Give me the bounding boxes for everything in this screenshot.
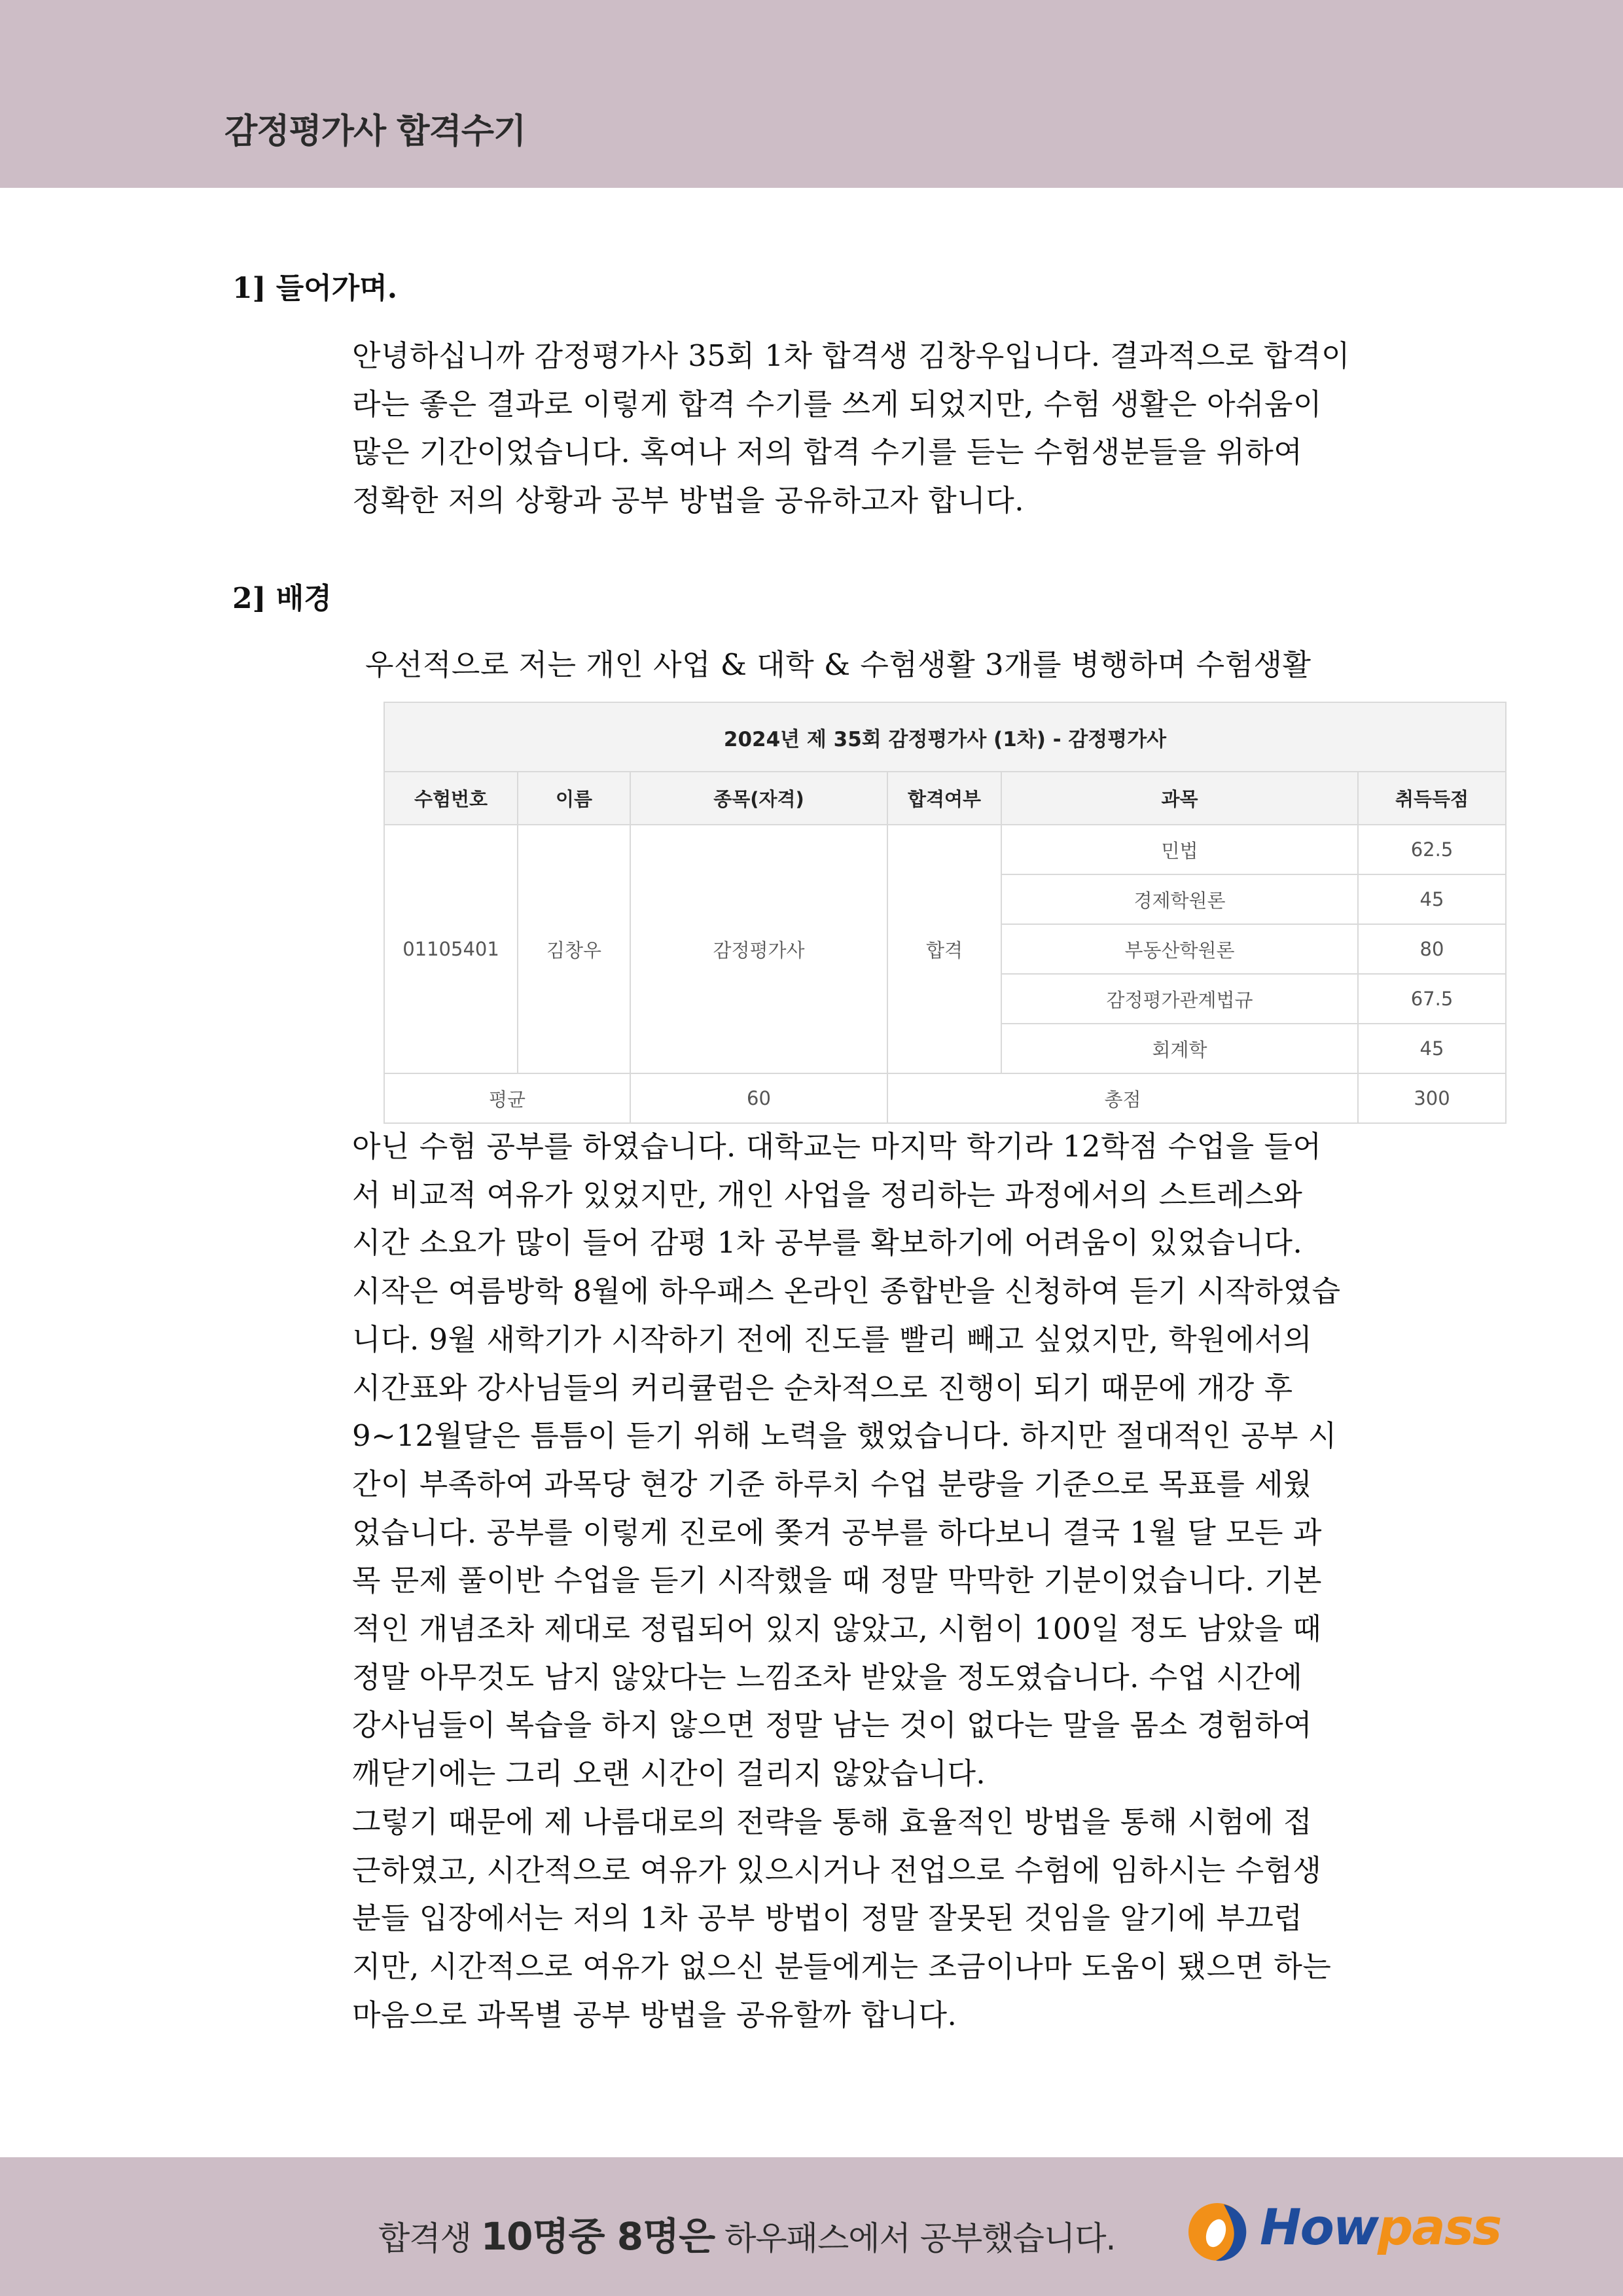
subject-cell: 부동산학원론 <box>1001 924 1358 974</box>
section-2-heading: 2] 배경 <box>232 582 332 615</box>
footer-slogan <box>378 2206 1115 2261</box>
paragraph-line: 아닌 수험 공부를 하였습니다. 대학교는 마지막 학기라 12학점 수업을 들어 <box>352 1129 1322 1164</box>
qualification-cell: 감정평가사 <box>630 825 887 1073</box>
page-title: 감정평가사 합격수기 <box>224 112 526 151</box>
paragraph-line: 정말 아무것도 남지 않았다는 느낌조차 받았을 정도였습니다. 수업 시간에 <box>352 1659 1303 1695</box>
paragraph-line: 지만, 시간적으로 여유가 없으신 분들에게는 조금이나마 도움이 됐으면 하는 <box>352 1948 1332 1984</box>
column-header: 취득득점 <box>1358 772 1506 825</box>
score-cell: 45 <box>1358 1024 1506 1073</box>
total-value-cell: 300 <box>1358 1073 1506 1123</box>
pass-status-cell: 합격 <box>887 825 1001 1073</box>
column-header: 과목 <box>1001 772 1358 825</box>
paragraph-line: 안녕하십니까 감정평가사 35회 1차 합격생 김창우입니다. 결과적으로 합격이 <box>352 338 1350 373</box>
header-band <box>0 0 1623 188</box>
howpass-logo-icon <box>1183 2199 1255 2265</box>
paragraph-line: 근하였고, 시간적으로 여유가 있으시거나 전업으로 수험에 임하시는 수험생 <box>352 1852 1322 1888</box>
paragraph-line: 정확한 저의 상황과 공부 방법을 공유하고자 합니다. <box>352 483 1025 518</box>
paragraph-line: 많은 기간이었습니다. 혹여나 저의 합격 수기를 듣는 수험생분들을 위하여 <box>352 435 1303 470</box>
exam-result-table <box>383 702 1505 1117</box>
column-header: 합격여부 <box>887 772 1001 825</box>
footer-slogan-emphasis: 10명중 8명은 <box>480 2214 715 2259</box>
paragraph-line: 시간표와 강사님들의 커리큘럼은 순차적으로 진행이 되기 때문에 개강 후 <box>352 1370 1293 1405</box>
table-caption: 2024년 제 35회 감정평가사 (1차) - 감정평가사 <box>384 702 1506 772</box>
score-cell: 67.5 <box>1358 974 1506 1024</box>
subject-cell: 민법 <box>1001 825 1358 874</box>
section-1-paragraph <box>352 332 1399 525</box>
exam-number-cell: 01105401 <box>384 825 518 1073</box>
column-header: 종목(자격) <box>630 772 887 825</box>
name-cell: 김창우 <box>518 825 630 1073</box>
column-header: 수험번호 <box>384 772 518 825</box>
score-cell: 45 <box>1358 874 1506 924</box>
paragraph-line: 9~12월달은 틈틈이 듣기 위해 노력을 했었습니다. 하지만 절대적인 공부 시 <box>352 1418 1337 1454</box>
paragraph-line: 마음으로 과목별 공부 방법을 공유할까 합니다. <box>352 1997 957 2032</box>
footer-slogan-part: 합격생 <box>378 2219 481 2257</box>
column-header: 이름 <box>518 772 630 825</box>
footer-slogan-part: 하우패스에서 공부했습니다. <box>715 2219 1116 2257</box>
paragraph-line: 분들 입장에서는 저의 1차 공부 방법이 정말 잘못된 것임을 알기에 부끄럽 <box>352 1901 1303 1936</box>
score-cell: 62.5 <box>1358 825 1506 874</box>
average-value-cell: 60 <box>630 1073 887 1123</box>
section-2-paragraph <box>352 1122 1399 2039</box>
total-label-cell: 총점 <box>887 1073 1358 1123</box>
paragraph-line: 시작은 여름방학 8월에 하우패스 온라인 종합반을 신청하여 듣기 시작하였습 <box>352 1274 1341 1309</box>
subject-cell: 감정평가관계법규 <box>1001 974 1358 1024</box>
paragraph-line: 목 문제 풀이반 수업을 듣기 시작했을 때 정말 막막한 기분이었습니다. 기본 <box>352 1563 1322 1598</box>
logo-pass: pass <box>1378 2198 1501 2256</box>
paragraph-line: 시간 소요가 많이 들어 감평 1차 공부를 확보하기에 어려움이 있었습니다. <box>352 1225 1303 1261</box>
logo-how: How <box>1260 2198 1378 2256</box>
paragraph-line: 우선적으로 저는 개인 사업 & 대학 & 수험생활 3개를 병행하며 수험생활 <box>365 647 1311 682</box>
paragraph-line: 깨닫기에는 그리 오랜 시간이 걸리지 않았습니다. <box>352 1756 986 1791</box>
paragraph-line: 강사님들이 복습을 하지 않으면 정말 남는 것이 없다는 말을 몸소 경험하여 <box>352 1708 1313 1743</box>
section-2-intro <box>365 641 1412 689</box>
paragraph-line: 라는 좋은 결과로 이렇게 합격 수기를 쓰게 되었지만, 수험 생활은 아쉬움이 <box>352 386 1322 422</box>
paragraph-line: 서 비교적 여유가 있었지만, 개인 사업을 정리하는 과정에서의 스트레스와 <box>352 1177 1303 1212</box>
paragraph-line: 적인 개념조차 제대로 정립되어 있지 않았고, 시험이 100일 정도 남았을 때 <box>352 1611 1322 1647</box>
average-label-cell: 평균 <box>384 1073 630 1123</box>
paragraph-line: 니다. 9월 새학기가 시작하기 전에 진도를 빨리 빼고 싶었지만, 학원에서의 <box>352 1321 1313 1357</box>
subject-cell: 경제학원론 <box>1001 874 1358 924</box>
paragraph-line: 그렇기 때문에 제 나름대로의 전략을 통해 효율적인 방법을 통해 시험에 접 <box>352 1804 1313 1839</box>
subject-cell: 회계학 <box>1001 1024 1358 1073</box>
section-1-heading: 1] 들어가며. <box>232 272 398 305</box>
paragraph-line: 었습니다. 공부를 이렇게 진로에 쫒겨 공부를 하다보니 결국 1월 달 모든 과 <box>352 1515 1322 1550</box>
score-cell: 80 <box>1358 924 1506 974</box>
howpass-logo-text <box>1260 2198 1501 2256</box>
paragraph-line: 간이 부족하여 과목당 현강 기준 하루치 수업 분량을 기준으로 목표를 세웠 <box>352 1466 1313 1501</box>
